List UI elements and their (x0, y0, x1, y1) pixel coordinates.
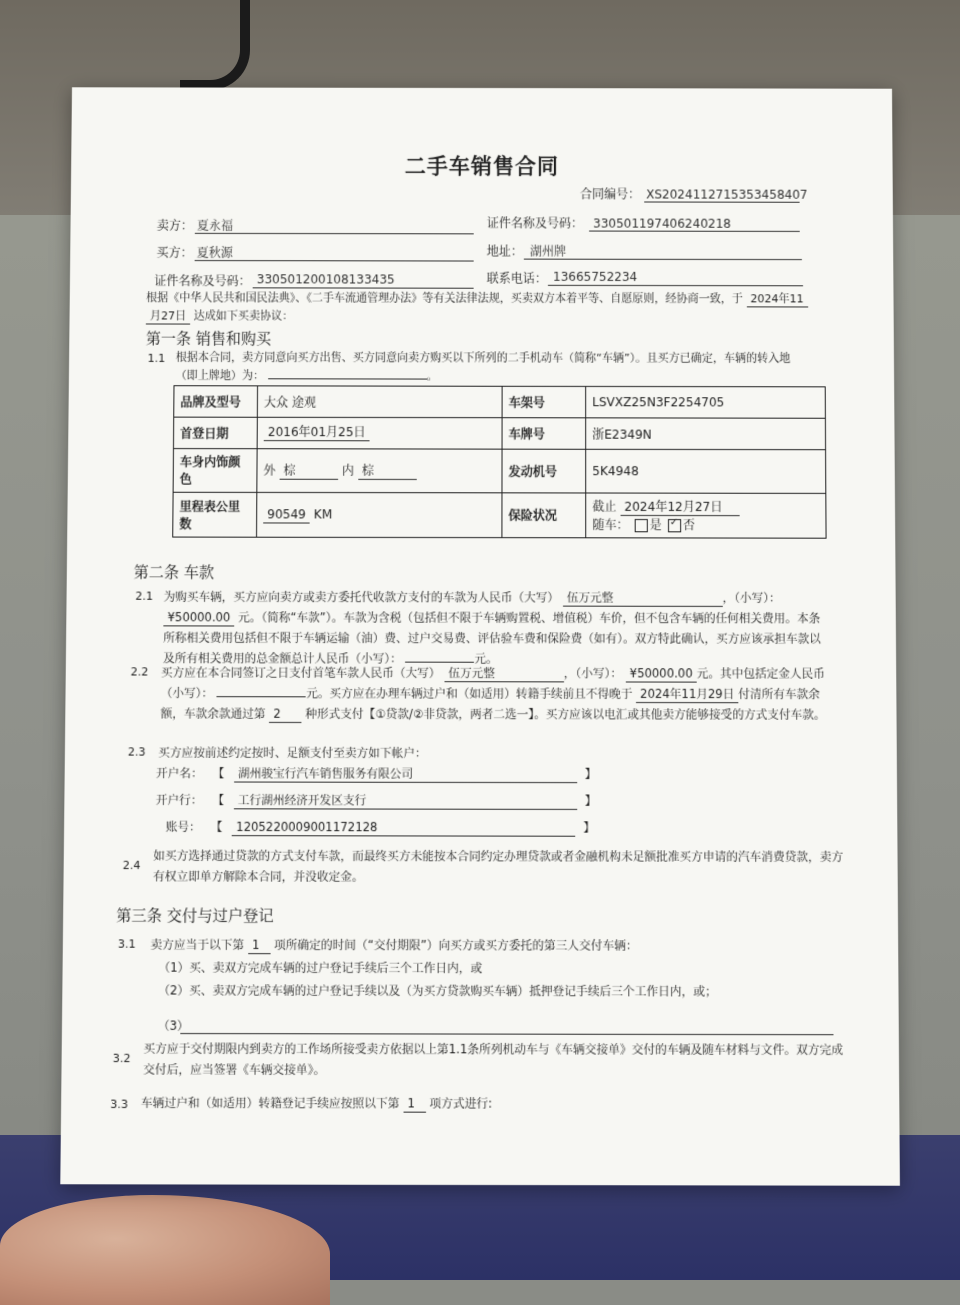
vin-label: 车架号 (502, 386, 586, 418)
clause-3-1 (150, 934, 843, 956)
clause-1-1-num: 1.1 (147, 351, 166, 365)
phone-label: 联系电话： (486, 271, 547, 286)
clause-2-2-text-b: 元。其中包括定金人民币（小写）： (160, 666, 825, 701)
bracket-left: 【 (212, 792, 225, 808)
clause-3-3-text-b: 项方式进行: (429, 1096, 493, 1111)
clause-2-3-num: 2.3 (127, 745, 146, 759)
insurance-label: 保险状况 (502, 493, 586, 538)
table-row (173, 449, 826, 494)
color-label: 车身内饰颜色 (173, 449, 257, 493)
bracket-right: 】 (584, 766, 597, 782)
account-bank-label: 开户行： (155, 792, 203, 808)
clause-2-3-text: 买方应按前述约定按时、足额支付至卖方如下帐户： (158, 745, 427, 761)
contract-paper (60, 87, 900, 1185)
item-3-underline (180, 1033, 833, 1035)
address-underline (524, 259, 802, 260)
engine-value: 5K4948 (586, 449, 826, 493)
preamble (146, 289, 809, 326)
section-3-title: 第三条 交付与过户登记 (115, 906, 274, 926)
contract-no: XS2024112715353458407 (646, 187, 808, 202)
mileage-label: 里程表公里数 (173, 492, 257, 537)
int-label: 内 (341, 463, 354, 478)
first-pay-upper: 伍万元整 (444, 666, 564, 683)
clause-1-1-text-2: （即上牌地）为： (175, 369, 265, 383)
clause-2-1 (163, 587, 831, 670)
seller-id-label: 证件名称及号码： (486, 216, 584, 231)
reg-date-label: 首登日期 (173, 417, 257, 449)
contract-no-label: 合同编号： (580, 187, 641, 202)
clause-2-1-text-b: 元。（简称“车款”）。车款为含税（包括但不限于车辆购置税、增值税）车价，但不包含车辆的任何相关费用。本条所称相关费用包括但不限于车辆运输（油）费、过户交易费、评估验车费和保险费（如有）。双方特此确认，买方应该承担车款以及所有相关费用的总金额总计人民币（小写）： (163, 610, 821, 666)
plate-label: 车牌号 (502, 418, 586, 450)
deposit-blank (217, 696, 306, 697)
balance-date: 2024年11月29日 (636, 687, 738, 704)
account-name-row (156, 765, 597, 783)
brand-value: 大众 途观 (257, 386, 502, 418)
color-cell (257, 449, 502, 493)
clause-2-2-text-c: 元。买方应在办理车辆过户和（如适用）转籍手续前且不得晚于 (306, 686, 633, 701)
clause-1-1 (176, 349, 816, 387)
clause-2-1-text-c: 元。 (474, 651, 498, 666)
clause-3-1-text-b: 项所确定的时间（“交付期限”）向买方或买方委托的第三人交付车辆： (273, 937, 638, 953)
clause-3-2-num: 3.2 (112, 1051, 131, 1066)
first-pay-small: ¥50000.00 (626, 666, 697, 683)
seller-label: 卖方： (156, 218, 193, 233)
ext-value: 棕 (279, 463, 338, 479)
brand-label: 品牌及型号 (174, 386, 258, 418)
ext-label: 外 (263, 463, 276, 478)
cable (180, 0, 250, 90)
page-title: 二手车销售合同 (404, 153, 559, 179)
insurance-until: 2024年12月27日 (620, 500, 739, 516)
clause-2-4-text: 如买方选择通过贷款的方式支付车款，而最终买方未能按本合同约定办理贷款或者金融机构未足额批准买方申请的汽车消费贷款，卖方有权立即单方解除本合同，并没收定金。 (153, 848, 844, 884)
no-label: 否 (682, 518, 695, 533)
yes-label: 是 (649, 518, 662, 533)
clause-3-1-item-2: （2）买、卖双方完成车辆的过户登记手续以及（为买方贷款购买车辆）抵押登记手续后三个工作日内，或； (158, 983, 717, 999)
section-2-title: 第二条 车款 (133, 562, 215, 582)
delivery-option: 1 (248, 938, 271, 955)
account-bank: 工行湖州经济开发区支行 (234, 793, 577, 810)
seller-name: 夏永福 (196, 218, 234, 233)
bracket-left: 【 (212, 766, 225, 781)
clause-3-1-item-3: （3） (157, 1018, 189, 1034)
bracket-left: 【 (210, 819, 223, 835)
clause-2-2-num: 2.2 (130, 665, 149, 679)
engine-label: 发动机号 (502, 449, 586, 493)
follow-label: 随车： (592, 517, 629, 533)
plate-value: 浙E2349N (586, 418, 826, 450)
clause-3-2-text: 买方应于交付期限内到卖方的工作场所接受卖方依据以上第1.1条所列机动车与《车辆交接单》交付的车辆及随车材料与文件。双方完成交付后，应当签署《车辆交接单》。 (143, 1041, 844, 1078)
reg-date-cell (257, 417, 502, 449)
clause-2-1-text-a: 为购买车辆，买方应向卖方或卖方委托代收款方支付的车款为人民币（大写） (163, 589, 559, 605)
vehicle-table (172, 385, 826, 539)
clause-2-2 (161, 662, 836, 725)
phone-underline (548, 285, 803, 286)
buyer-id-label: 证件名称及号码： (154, 274, 251, 289)
clause-1-1-text: 根据本合同，卖方同意向买方出售、买方同意向卖方购买以下所列的二手机动车（简称“车辆”）。且买方已确定，车辆的转入地 (175, 350, 791, 366)
account-no-label: 账号： (165, 819, 201, 835)
table-row (173, 492, 826, 538)
account-no-row (166, 818, 595, 836)
first-pay-small-label: ，（小写）： (563, 665, 622, 681)
price-small: ¥50000.00 (163, 610, 234, 626)
clause-2-1-num: 2.1 (135, 589, 154, 603)
price-small-label: ，（小写）： (722, 590, 781, 605)
insurance-until-label: 截止 (592, 499, 617, 514)
account-name: 湖州骏宝行汽车销售服务有限公司 (234, 766, 577, 783)
vin-value: LSVXZ25N3F2254705 (586, 386, 826, 418)
yes-checkbox[interactable] (635, 519, 648, 532)
no-checkbox[interactable] (668, 519, 681, 532)
buyer-label: 买方： (156, 245, 193, 261)
clause-2-2-text-e: 种形式支付【①贷款/②非贷款，两者二选一】。买方应该以电汇或其他卖方能够接受的方式支付车款。 (305, 706, 826, 722)
buyer-underline (195, 260, 474, 261)
account-bank-row (156, 792, 597, 810)
mileage-unit: KM (313, 506, 333, 522)
clause-2-4-num: 2.4 (122, 858, 141, 873)
int-value: 棕 (358, 464, 417, 480)
seller-id: 330501197406240218 (593, 216, 731, 231)
buyer-name: 夏秋源 (196, 245, 233, 261)
preamble-text-b: 达成如下买卖协议： (193, 309, 294, 323)
payment-option: 2 (269, 707, 302, 723)
phone: 13665752234 (552, 269, 638, 284)
mileage-value: 90549 (263, 507, 310, 523)
price-upper: 伍万元整 (563, 590, 723, 607)
destination-blank (268, 378, 427, 379)
clause-3-1-item-1: （1）买、卖双方完成车辆的过户登记手续后三个工作日内，或 (158, 960, 483, 976)
address-label: 地址： (486, 244, 523, 259)
clause-1-1-end: 。 (426, 369, 438, 383)
preamble-date-2: 月27日 (146, 308, 190, 324)
clause-2-2-text-a: 买方应在本合同签订之日支付首笔车款人民币（大写） (160, 665, 441, 681)
table-row (174, 386, 826, 419)
seller-underline (195, 233, 474, 234)
clause-3-3 (141, 1092, 846, 1114)
account-name-label: 开户名： (155, 765, 203, 781)
account-no: 1205220009001172128 (232, 820, 576, 837)
clause-2-2-text-d: 付清所有车款余额，车款余款通过第 (160, 686, 821, 721)
clause-3-1-text-a: 卖方应当于以下第 (150, 937, 245, 953)
contract-no-underline (644, 201, 799, 202)
seller-id-underline (589, 231, 800, 232)
buyer-id: 330501200108133435 (256, 272, 395, 287)
clause-3-3-num: 3.3 (110, 1097, 129, 1112)
address: 湖州牌 (529, 244, 567, 259)
bracket-right: 】 (583, 820, 595, 835)
bracket-right: 】 (584, 793, 597, 808)
mileage-cell (257, 492, 502, 537)
transfer-option: 1 (403, 1096, 426, 1113)
clause-3-1-num: 3.1 (117, 937, 136, 951)
contract-no-row (580, 186, 807, 202)
reg-date-value: 2016年01月25日 (264, 425, 370, 441)
section-1-title: 第一条 销售和购买 (145, 329, 272, 348)
table-row (173, 417, 825, 450)
insurance-cell (586, 493, 826, 538)
preamble-text-a: 根据《中华人民共和国民法典》、《二手车流通管理办法》等有关法律法规，买卖双方本着平等、自愿原则，经协商一致，于 (146, 291, 743, 306)
clause-3-3-text-a: 车辆过户和（如适用）转籍登记手续应按照以下第 (140, 1095, 400, 1111)
preamble-date: 2024年11 (746, 291, 807, 307)
